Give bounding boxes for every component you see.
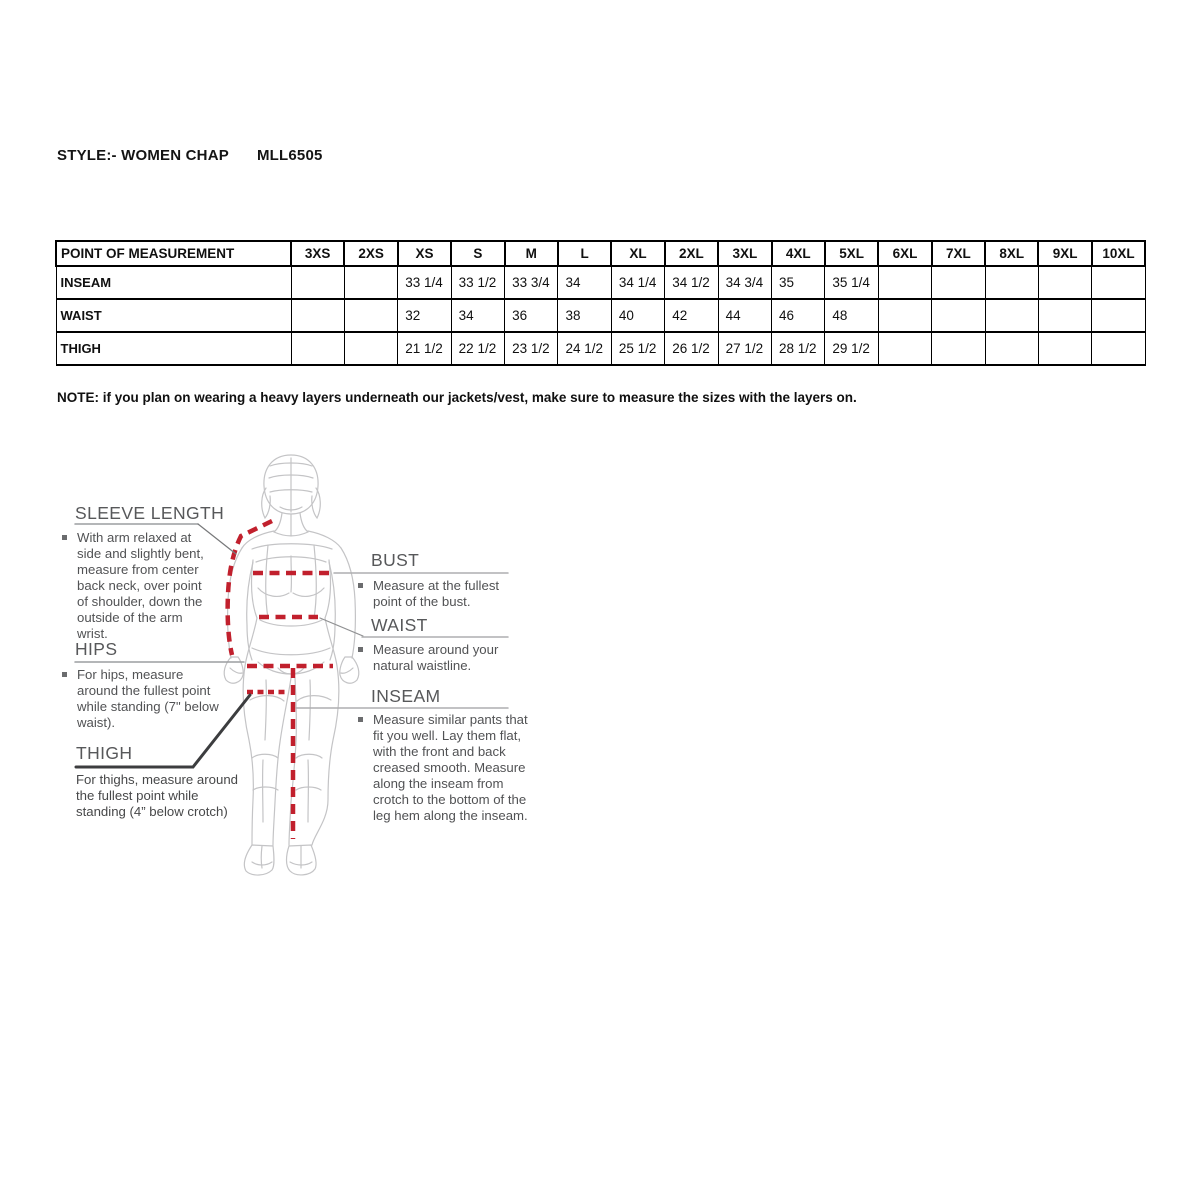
size-cell: 42	[665, 299, 718, 332]
size-cell: 32	[398, 299, 451, 332]
size-cell: 34 3/4	[718, 266, 771, 299]
size-cell: 44	[718, 299, 771, 332]
waist-heading: WAIST	[371, 615, 428, 635]
col-header-size: 6XL	[878, 241, 931, 266]
row-label: WAIST	[56, 299, 291, 332]
col-header-size: 8XL	[985, 241, 1038, 266]
row-label: INSEAM	[56, 266, 291, 299]
size-cell	[291, 266, 344, 299]
size-cell	[344, 332, 397, 365]
col-header-size: M	[505, 241, 558, 266]
col-header-size: 4XL	[772, 241, 825, 266]
bust-description: Measure at the fullest point of the bust.	[373, 578, 513, 610]
size-cell	[932, 266, 985, 299]
size-cell: 34	[451, 299, 504, 332]
col-header-size: 7XL	[932, 241, 985, 266]
size-cell: 24 1/2	[558, 332, 611, 365]
thigh-heading: THIGH	[76, 743, 133, 763]
size-cell	[1092, 299, 1145, 332]
document-title	[57, 147, 323, 164]
inseam-description: Measure similar pants that fit you well. Lay them flat, with the front and back creased smooth. Measure along the inseam from crotch to the bottom of the leg hem along the inseam.	[373, 712, 531, 824]
size-cell	[1038, 332, 1091, 365]
col-header-size: L	[558, 241, 611, 266]
size-cell: 21 1/2	[398, 332, 451, 365]
table-row	[56, 266, 1145, 299]
table-header-row	[56, 241, 1145, 266]
size-cell: 26 1/2	[665, 332, 718, 365]
col-header-size: 2XS	[344, 241, 397, 266]
size-measurement-table	[55, 240, 1146, 366]
size-cell	[1092, 266, 1145, 299]
size-cell: 35 1/4	[825, 266, 878, 299]
sleeve-length-heading: SLEEVE LENGTH	[75, 503, 225, 523]
size-cell	[985, 332, 1038, 365]
size-cell	[1038, 299, 1091, 332]
size-cell	[878, 332, 931, 365]
size-cell	[291, 299, 344, 332]
size-cell: 48	[825, 299, 878, 332]
size-cell: 38	[558, 299, 611, 332]
waist-description: Measure around your natural waistline.	[373, 642, 509, 674]
size-cell: 40	[611, 299, 664, 332]
size-cell: 22 1/2	[451, 332, 504, 365]
size-cell: 34 1/4	[611, 266, 664, 299]
size-cell: 27 1/2	[718, 332, 771, 365]
sleeve-length-description: With arm relaxed at side and slightly bent, measure from center back neck, over point of shoulder, down the outside of the arm wrist.	[77, 530, 211, 642]
size-cell: 33 1/2	[451, 266, 504, 299]
size-cell: 28 1/2	[772, 332, 825, 365]
size-cell	[932, 299, 985, 332]
table-row	[56, 332, 1145, 365]
size-cell	[878, 299, 931, 332]
hips-heading: HIPS	[75, 639, 118, 659]
inseam-heading: INSEAM	[371, 686, 441, 706]
col-header-size: 5XL	[825, 241, 878, 266]
size-cell: 46	[772, 299, 825, 332]
hips-description: For hips, measure around the fullest point while standing (7" below waist).	[77, 667, 223, 731]
col-header-size: 3XL	[718, 241, 771, 266]
size-cell: 25 1/2	[611, 332, 664, 365]
size-cell	[1092, 332, 1145, 365]
row-label: THIGH	[56, 332, 291, 365]
sleeve-measure-line	[228, 521, 272, 655]
size-cell	[344, 299, 397, 332]
col-header-size: S	[451, 241, 504, 266]
col-header-size: 10XL	[1092, 241, 1145, 266]
size-cell: 36	[505, 299, 558, 332]
size-cell	[1038, 266, 1091, 299]
size-cell	[985, 299, 1038, 332]
col-header-size: 3XS	[291, 241, 344, 266]
size-cell: 33 3/4	[505, 266, 558, 299]
table-row	[56, 299, 1145, 332]
col-header-size: 9XL	[1038, 241, 1091, 266]
figure-wireframe	[224, 455, 359, 875]
col-header-point-of-measurement: POINT OF MEASUREMENT	[56, 241, 291, 266]
size-cell: 23 1/2	[505, 332, 558, 365]
note-text: NOTE: if you plan on wearing a heavy layers underneath our jackets/vest, make sure to measure the sizes with the layers on.	[57, 390, 857, 405]
size-cell: 34	[558, 266, 611, 299]
size-cell	[932, 332, 985, 365]
size-cell	[344, 266, 397, 299]
size-cell: 34 1/2	[665, 266, 718, 299]
size-cell	[878, 266, 931, 299]
size-cell: 35	[772, 266, 825, 299]
col-header-size: 2XL	[665, 241, 718, 266]
bust-heading: BUST	[371, 550, 420, 570]
thigh-description: For thighs, measure around the fullest point while standing (4” below crotch)	[76, 772, 238, 819]
size-cell: 29 1/2	[825, 332, 878, 365]
style-code: MLL6505	[256, 147, 323, 164]
col-header-size: XL	[611, 241, 664, 266]
style-label: STYLE:- WOMEN CHAP	[57, 147, 229, 164]
size-cell	[985, 266, 1038, 299]
col-header-size: XS	[398, 241, 451, 266]
size-cell	[291, 332, 344, 365]
size-cell: 33 1/4	[398, 266, 451, 299]
